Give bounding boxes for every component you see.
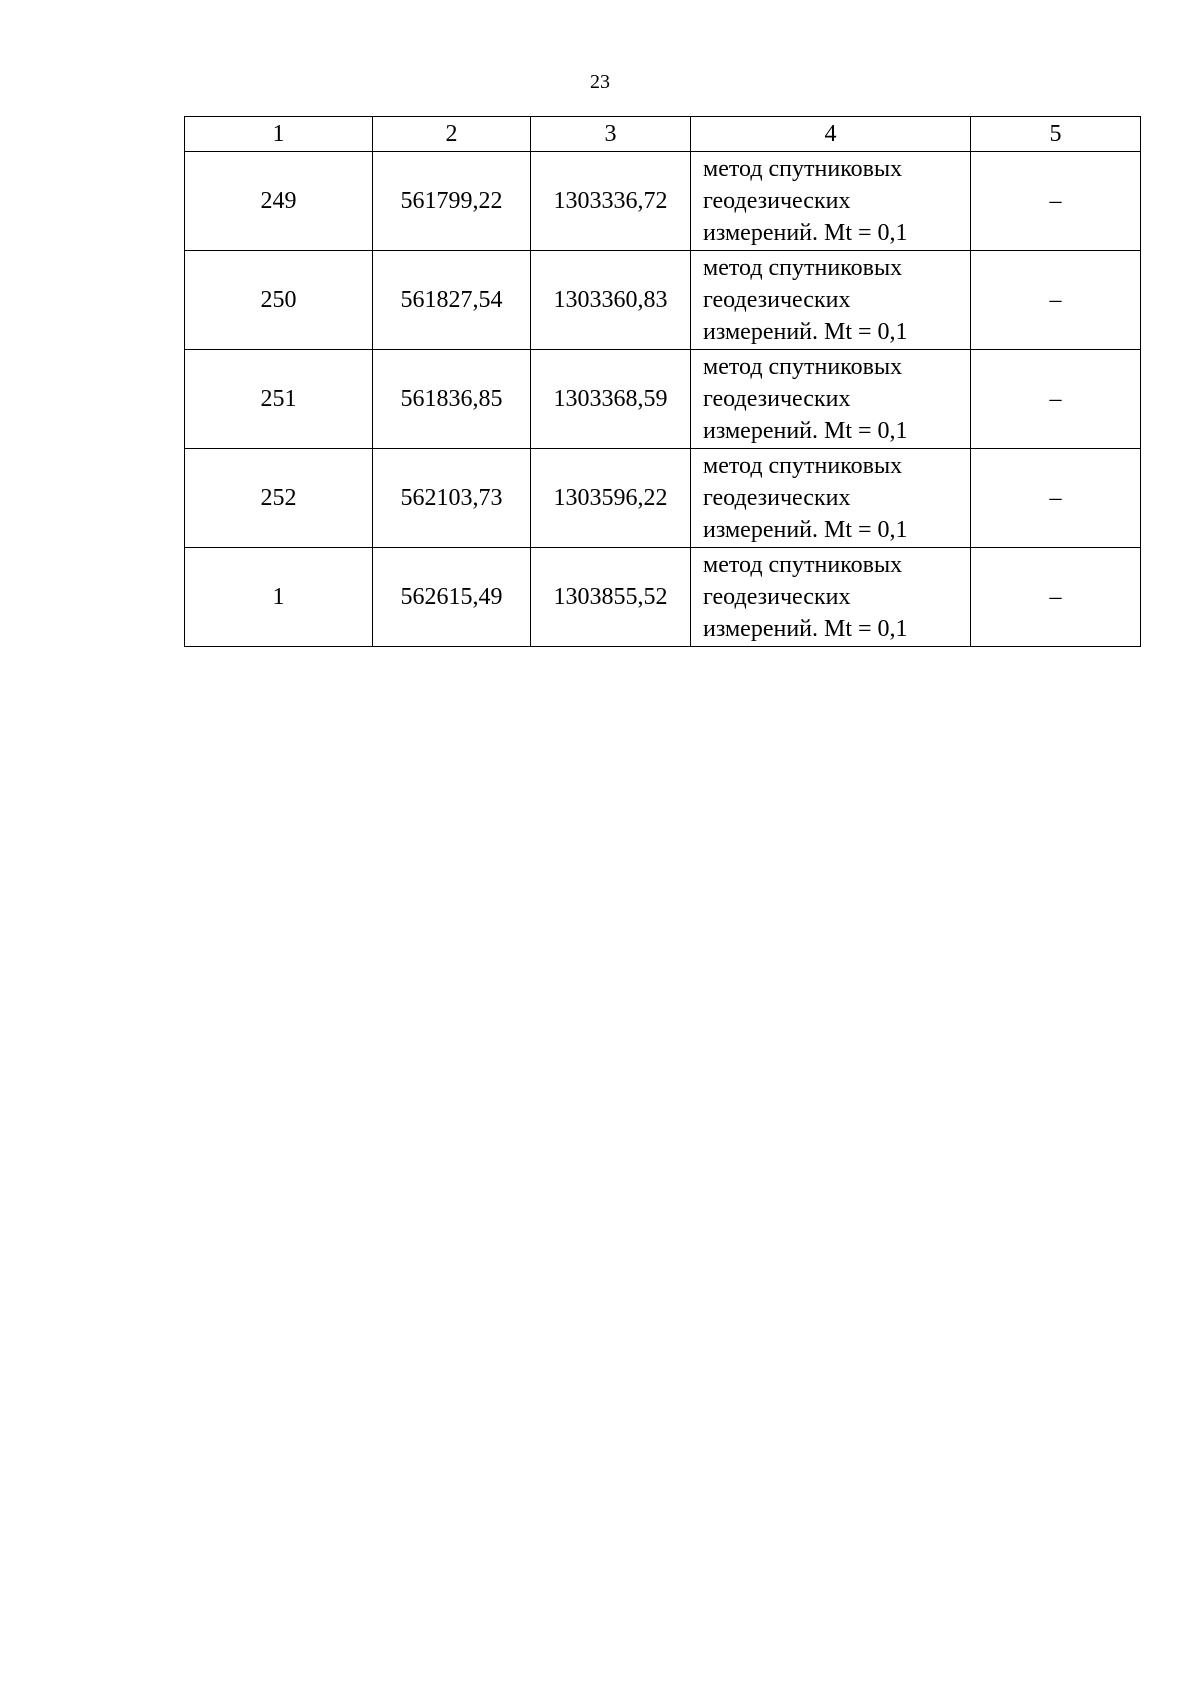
table-row (185, 449, 1141, 548)
column-header-2: 2 (373, 117, 531, 152)
page-number: 23 (590, 71, 610, 93)
y-coordinate-cell: 1303596,22 (531, 449, 691, 548)
note-cell: – (971, 350, 1141, 449)
method-line: метод спутниковых (703, 255, 903, 281)
y-coordinate-cell: 1303360,83 (531, 251, 691, 350)
method-line: измерений. Mt = 0,1 (703, 220, 908, 246)
note-cell: – (971, 251, 1141, 350)
table-row (185, 350, 1141, 449)
column-header-5: 5 (971, 117, 1141, 152)
method-line: измерений. Mt = 0,1 (703, 517, 908, 543)
point-number-cell: 1 (185, 548, 373, 647)
column-header-3: 3 (531, 117, 691, 152)
x-coordinate-cell: 562615,49 (373, 548, 531, 647)
table-header-row (185, 117, 1141, 152)
method-cell (691, 548, 971, 647)
method-line: геодезических (703, 584, 851, 610)
point-number-cell: 249 (185, 152, 373, 251)
method-line: измерений. Mt = 0,1 (703, 616, 908, 642)
method-cell (691, 449, 971, 548)
method-cell (691, 350, 971, 449)
x-coordinate-cell: 562103,73 (373, 449, 531, 548)
note-cell: – (971, 152, 1141, 251)
y-coordinate-cell: 1303855,52 (531, 548, 691, 647)
method-line: геодезических (703, 485, 851, 511)
table-row (185, 251, 1141, 350)
method-cell (691, 251, 971, 350)
method-line: метод спутниковых (703, 354, 903, 380)
method-line: геодезических (703, 386, 851, 412)
method-line: геодезических (703, 188, 851, 214)
method-line: измерений. Mt = 0,1 (703, 319, 908, 345)
x-coordinate-cell: 561827,54 (373, 251, 531, 350)
method-line: метод спутниковых (703, 156, 903, 182)
note-cell: – (971, 548, 1141, 647)
table-row (185, 152, 1141, 251)
column-header-4: 4 (691, 117, 971, 152)
note-cell: – (971, 449, 1141, 548)
method-line: метод спутниковых (703, 552, 903, 578)
table-row (185, 548, 1141, 647)
point-number-cell: 250 (185, 251, 373, 350)
method-line: геодезических (703, 287, 851, 313)
point-number-cell: 252 (185, 449, 373, 548)
column-header-1: 1 (185, 117, 373, 152)
y-coordinate-cell: 1303368,59 (531, 350, 691, 449)
method-line: метод спутниковых (703, 453, 903, 479)
x-coordinate-cell: 561799,22 (373, 152, 531, 251)
point-number-cell: 251 (185, 350, 373, 449)
x-coordinate-cell: 561836,85 (373, 350, 531, 449)
y-coordinate-cell: 1303336,72 (531, 152, 691, 251)
coordinates-table (184, 116, 1141, 647)
method-cell (691, 152, 971, 251)
method-line: измерений. Mt = 0,1 (703, 418, 908, 444)
